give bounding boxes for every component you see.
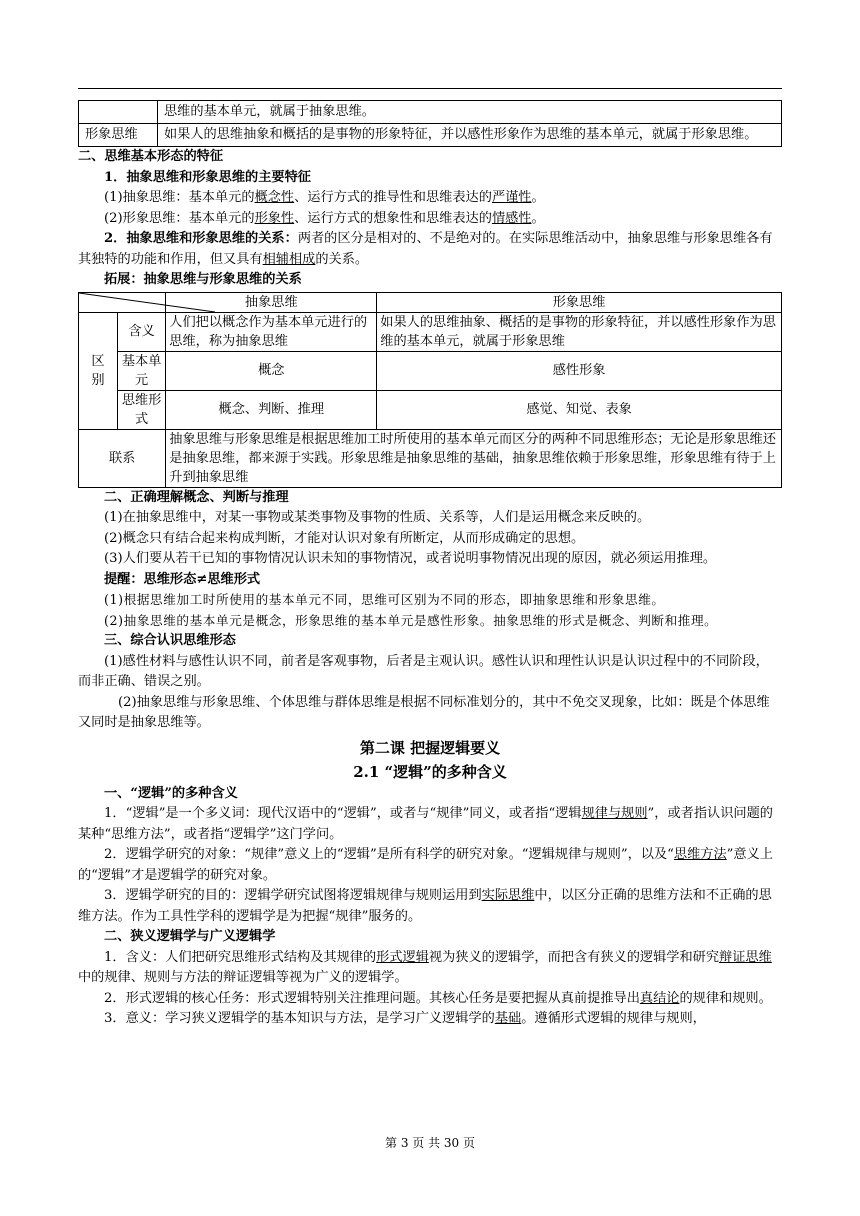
- table-cell: [79, 101, 158, 124]
- paragraph: (1)抽象思维：基本单元的概念性、运行方式的推导性和思维表达的严谨性。: [104, 190, 545, 205]
- paragraph: 1．含义：人们把研究思维形式结构及其规律的形式逻辑视为狭义的逻辑学，而把含有狭义的逻辑学和研究辩证思维中的规律、规则与方法的辩证逻辑等视为广义的逻辑学。: [78, 949, 772, 985]
- row-label: 含义: [118, 312, 166, 351]
- subsection-heading: 1．抽象思维和形象思维的主要特征: [104, 169, 311, 185]
- table-row: [79, 101, 782, 124]
- extension-heading: 拓展：抽象思维与形象思维的关系: [104, 272, 302, 287]
- column-header: 形象思维: [377, 292, 782, 312]
- row-label: 思维形式: [118, 390, 166, 429]
- table-cell: 人们把以概念作为基本单元进行的思维，称为抽象思维: [166, 312, 377, 351]
- section-heading: 二、狭义逻辑学与广义逻辑学: [104, 929, 276, 944]
- lesson-subtitle: 2.1 “逻辑”的多种含义: [353, 762, 507, 781]
- table-cell: 思维的基本单元，就属于抽象思维。: [158, 101, 782, 124]
- paragraph: 3．逻辑学研究的目的：逻辑学研究试图将逻辑规律与规则运用到实际思维中，以区分正确的思维方法和不正确的思维方法。作为工具性学科的逻辑学是为把握“规律”服务的。: [78, 888, 772, 924]
- section-heading: 二、思维基本形态的特征: [78, 149, 224, 164]
- page-content: [78, 100, 782, 1030]
- group-label: 区 别: [79, 312, 118, 429]
- tip-heading: 提醒：思维形态≠思维形式: [104, 571, 261, 587]
- table-row: [79, 390, 782, 429]
- paragraph: 2．抽象思维和形象思维的关系：两者的区分是相对的、不是绝对的。在实际思维活动中，抽象思维与形象思维各有其独特的功能和作用，但又具有相辅相成的关系。: [78, 231, 773, 267]
- table-cell: 概念、判断、推理: [166, 390, 377, 429]
- paragraph: (3)人们要从若干已知的事物情况认识未知的事物情况，或者说明事物情况出现的原因，就必须运用推理。: [104, 551, 717, 566]
- paragraph: (2)概念只有结合起来构成判断，才能对认识对象有所断定，从而形成确定的思想。: [104, 530, 585, 546]
- table-header-row: [79, 292, 782, 312]
- comparison-table: [78, 292, 782, 488]
- diagonal-line: [79, 293, 215, 312]
- paragraph: 1．“逻辑”是一个多义词：现代汉语中的“逻辑”，或者与“规律”同义，或者指“逻辑规律与规则”，或者指认识问题的某种“思维方法”，或者指“逻辑学”这门学问。: [78, 806, 773, 842]
- table-cell: 如果人的思维抽象和概括的是事物的形象特征，并以感性形象作为思维的基本单元，就属于形象思维。: [158, 124, 782, 147]
- paragraph: 2．逻辑学研究的对象：“规律”意义上的“逻辑”是所有科学的研究对象。“逻辑规律与规则”，以及“思维方法”意义上的“逻辑”才是逻辑学的研究对象。: [78, 847, 773, 883]
- table-row: [79, 351, 782, 390]
- row-label: 基本单元: [118, 351, 166, 390]
- paragraph: 3．意义：学习狭义逻辑学的基本知识与方法，是学习广义逻辑学的基础。遵循形式逻辑的规律与规则，: [104, 1011, 706, 1026]
- table-cell: 感性形象: [377, 351, 782, 390]
- paragraph: (2)抽象思维与形象思维、个体思维与群体思维是根据不同标准划分的，其中不免交叉现象，比如：既是个体思维又同时是抽象思维等。: [78, 694, 770, 730]
- lesson-title: 第二课 把握逻辑要义: [359, 738, 501, 757]
- table-cell: 概念: [166, 351, 377, 390]
- section-heading: 一、“逻辑”的多种含义: [104, 785, 238, 801]
- paragraph: (1)感性材料与感性认识不同，前者是客观事物，后者是主观认识。感性认识和理性认识是认识过程中的不同阶段，而非正确、错误之别。: [78, 653, 769, 689]
- paragraph: (1)根据思维加工时所使用的基本单元不同，思维可区别为不同的形态，即抽象思维和形象思维。: [104, 592, 665, 607]
- row-label: 联系: [79, 429, 166, 487]
- table-cell-label: 形象思维: [79, 124, 158, 147]
- paragraph: (2)形象思维：基本单元的形象性、运行方式的想象性和思维表达的情感性。: [104, 210, 545, 226]
- thinking-forms-table: [78, 100, 782, 147]
- table-cell: 感觉、知觉、表象: [377, 390, 782, 429]
- page-footer: 第 3 页 共 30 页: [385, 1136, 475, 1150]
- column-header: 抽象思维: [166, 292, 377, 312]
- paragraph: 2．形式逻辑的核心任务：形式逻辑特别关注推理问题。其核心任务是要把握从真前提推导出真结论的规律和规则。: [104, 990, 772, 1006]
- paragraph: (2)抽象思维的基本单元是概念，形象思维的基本单元是感性形象。抽象思维的形式是概念、判断和推理。: [104, 612, 718, 628]
- table-cell: 如果人的思维抽象、概括的是事物的形象特征，并以感性形象作为思维的基本单元，就属于形象思维: [377, 312, 782, 351]
- section-heading: 三、综合认识思维形态: [104, 633, 236, 648]
- table-corner-cell: [79, 292, 166, 312]
- table-row: [79, 429, 782, 487]
- table-cell: 抽象思维与形象思维是根据思维加工时所使用的基本单元而区分的两种不同思维形态；无论是形象思维还是抽象思维，都来源于实践。形象思维是抽象思维的基础，抽象思维依赖于形象思维，形象思维有待于上升到抽象思维: [166, 429, 782, 487]
- header-rule: [78, 88, 782, 89]
- section-heading: 二、正确理解概念、判断与推理: [104, 489, 289, 505]
- paragraph: (1)在抽象思维中，对某一事物或某类事物及事物的性质、关系等，人们是运用概念来反映的。: [104, 510, 651, 525]
- table-row: [79, 124, 782, 147]
- table-row: [79, 312, 782, 351]
